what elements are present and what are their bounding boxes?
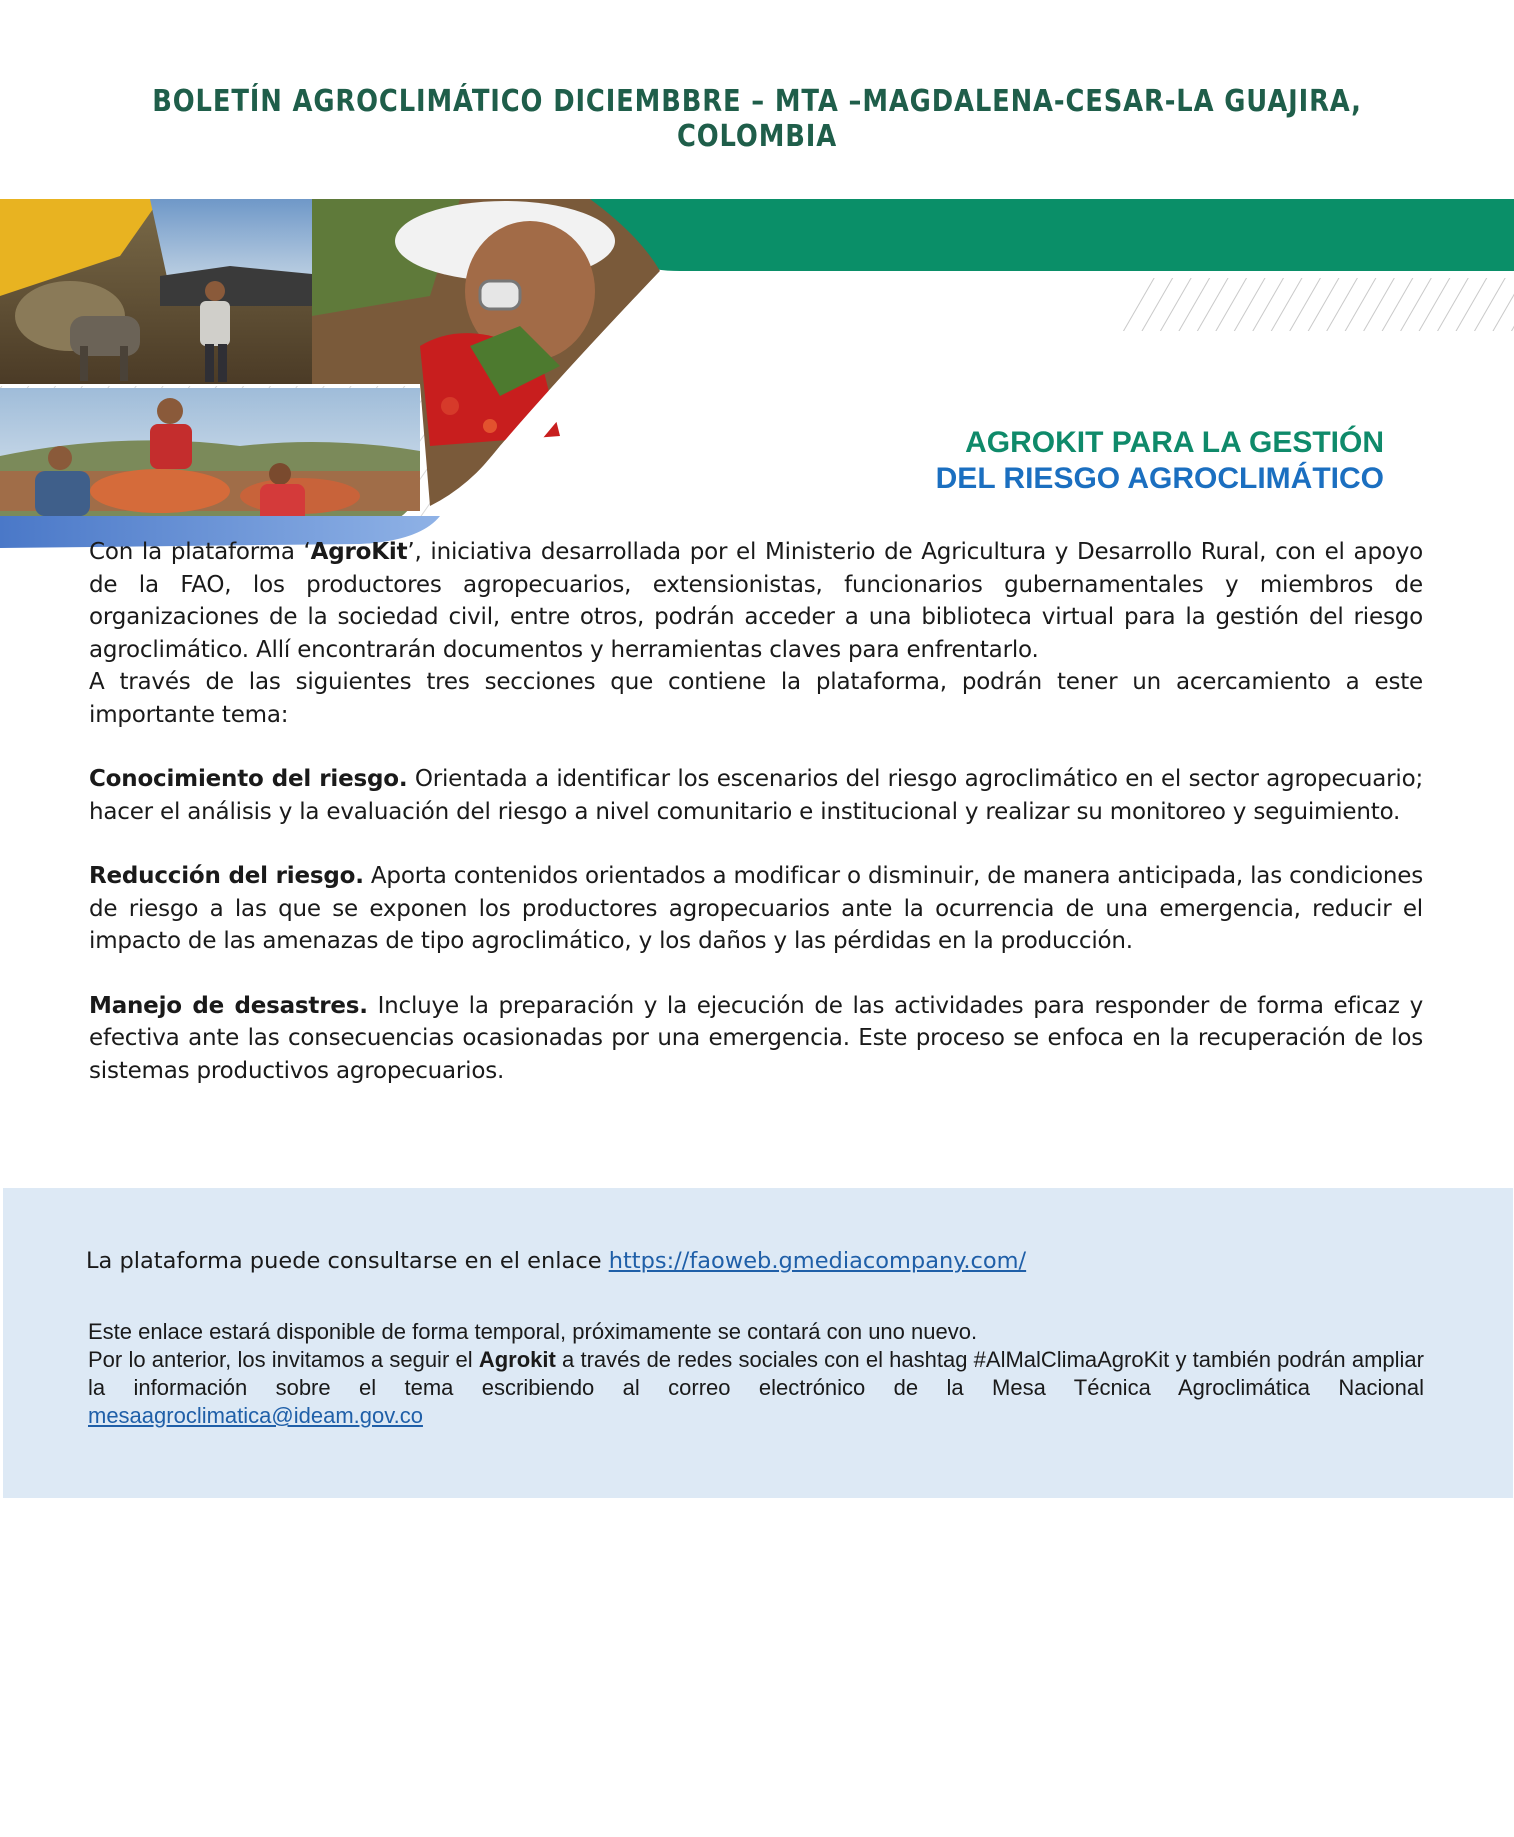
- article-body: [89, 536, 1423, 1087]
- link-prefix: La plataforma puede consultarse en el enlace: [86, 1248, 609, 1274]
- section-title-line2: DEL RIESGO AGROCLIMÁTICO: [935, 462, 1384, 495]
- section-reduction-text: Aporta contenidos orientados a modificar o disminuir, de manera anticipada, las condiciones de riesgo a las que se exponen los productores agropecuarios ante la ocurrencia de una emergencia, reducir el impacto de las amenazas de tipo agroclimático, y los daños y las pérdidas en la producción.: [89, 863, 1423, 954]
- section-disaster: [89, 990, 1423, 1088]
- agrokit-name: AgroKit: [310, 539, 408, 565]
- section-knowledge-text: Orientada a identificar los escenarios del riesgo agroclimático en el sector agropecuario; hacer el análisis y la evaluación del riesgo a nivel comunitario e institucional y realizar su monitoreo y seguimiento.: [89, 766, 1424, 825]
- notice-text: [88, 1318, 1424, 1430]
- intro-text-cont: ’, iniciativa desarrollada por el Ministerio de Agricultura y Desarrollo Rural, con el apoyo de la FAO, los productores agropecuarios, extensionistas, funcionarios gubernamentales y miembros de organizaciones de la sociedad civil, entre otros, podrán acceder a una biblioteca virtual para la gestión del riesgo agroclimático. Allí encontrarán documentos y herramientas claves para enfrentarlo.: [89, 539, 1424, 663]
- hatch-stripes: [1120, 278, 1514, 331]
- notice-line-1: Este enlace estará disponible de forma temporal, próximamente se contará con uno nuevo.: [88, 1319, 978, 1344]
- notice-after: a través de redes sociales con el hashtag #AlMalClimaAgroKit y también podrán ampliar la información sobre el tema escribiendo al correo electrónico de la Mesa Técnica Agroclimática Nacional: [88, 1347, 1424, 1400]
- section-reduction-title: Reducción del riesgo.: [89, 863, 364, 889]
- bulletin-title: BOLETÍN AGROCLIMÁTICO DICIEMBBRE – MTA –MAGDALENA-CESAR-LA GUAJIRA, COLOMBIA: [152, 84, 1362, 154]
- section-disaster-title: Manejo de desastres.: [89, 992, 368, 1019]
- section-title: [936, 425, 1384, 497]
- photo-women-harvest: [0, 388, 420, 536]
- header-photo-banner: [0, 196, 1514, 576]
- notice-before: Por lo anterior, los invitamos a seguir el: [88, 1347, 479, 1372]
- intro-text: Con la plataforma ‘: [89, 539, 311, 565]
- platform-link-line: [86, 1248, 1426, 1274]
- notice-paragraph: [88, 1346, 1424, 1430]
- green-banner: [590, 199, 1514, 271]
- section-disaster-text: Incluye la preparación y la ejecución de las actividades para responder de forma eficaz y efectiva ante las consecuencias ocasionadas por una emergencia. Este proceso se enfoca en la recuperación de los sistemas productivos agropecuarios.: [89, 992, 1423, 1084]
- email-link[interactable]: mesaagroclimatica@ideam.gov.co: [88, 1403, 423, 1428]
- agrokit-bold: Agrokit: [478, 1347, 556, 1372]
- section-knowledge: [89, 763, 1423, 828]
- section-knowledge-title: Conocimiento del riesgo.: [89, 766, 408, 792]
- photo-farmer-donkey: [0, 199, 312, 384]
- intro-paragraph-1: [89, 536, 1423, 666]
- intro-paragraph-2: A través de las siguientes tres secciones que contiene la plataforma, podrán tener un acercamiento a este importante tema:: [89, 669, 1423, 728]
- section-reduction: [89, 860, 1423, 958]
- section-title-line1: AGROKIT PARA LA GESTIÓN: [965, 426, 1384, 459]
- platform-link[interactable]: https://faoweb.gmediacompany.com/: [608, 1248, 1027, 1274]
